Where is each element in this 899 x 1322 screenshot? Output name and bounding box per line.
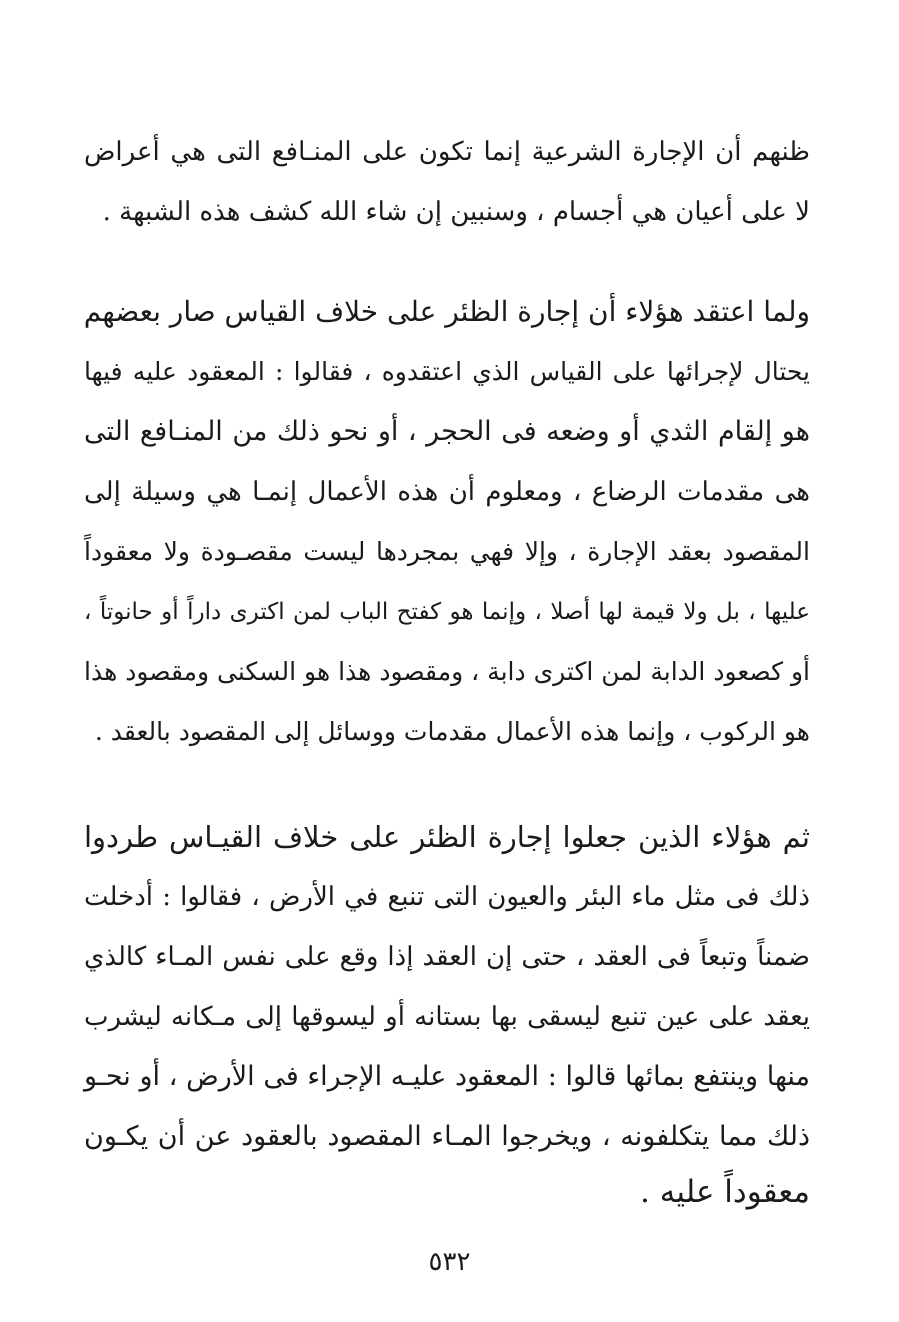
p2-line-3: هو إلقام الثدي أو وضعه فى الحجر ، أو نحو ذلك من المنـافع التى bbox=[84, 416, 810, 447]
p2-line-7: أو كصعود الدابة لمن اكترى دابة ، ومقصود هذا هو السكنى ومقصود هذا bbox=[84, 657, 810, 686]
p2-line-6: عليها ، بل ولا قيمة لها أصلا ، وإنما هو كفتح الباب لمن اكترى داراً أو حانوتاً ، bbox=[84, 599, 810, 625]
p2-line-5: المقصود بعقد الإجارة ، وإلا فهي بمجردها ليست مقصـودة ولا معقوداً bbox=[84, 537, 810, 566]
p3-line-5: منها وينتفع بمائها قالوا : المعقود عليـه الإجراء فى الأرض ، أو نحـو bbox=[84, 1061, 810, 1092]
page-number: ٥٣٢ bbox=[428, 1247, 471, 1277]
p2-line-8: هو الركوب ، وإنما هذه الأعمال مقدمات ووسائل إلى المقصود بالعقد . bbox=[94, 717, 810, 746]
p3-line-1: ثم هؤلاء الذين جعلوا إجارة الظئر على خلاف القيـاس طردوا bbox=[84, 820, 810, 854]
p1-line-1: ظنهم أن الإجارة الشرعية إنما تكون على المنـافع التى هي أعراض bbox=[84, 137, 810, 167]
p3-line-3: ضمناً وتبعاً فى العقد ، حتى إن العقد إذا وقع على نفس المـاء كالذي bbox=[84, 942, 810, 972]
p3-line-2: ذلك فى مثل ماء البئر والعيون التى تنبع في الأرض ، فقالوا : أدخلت bbox=[84, 882, 810, 912]
p3-line-4: يعقد على عين تنبع ليسقى بها بستانه أو ليسوقها إلى مـكانه ليشرب bbox=[84, 1002, 810, 1032]
p1-line-2: لا على أعيان هي أجسام ، وسنبين إن شاء الله كشف هذه الشبهة . bbox=[102, 197, 810, 227]
p3-line-6: ذلك مما يتكلفونه ، ويخرجوا المـاء المقصود بالعقود عن أن يكـون bbox=[84, 1121, 810, 1152]
p3-line-7: معقوداً عليه . bbox=[640, 1174, 810, 1210]
p2-line-2: يحتال لإجرائها على القياس الذي اعتقدوه ، فقالوا : المعقود عليه فيها bbox=[84, 357, 810, 386]
p2-line-1: ولما اعتقد هؤلاء أن إجارة الظئر على خلاف القياس صار بعضهم bbox=[83, 295, 810, 328]
p2-line-4: هى مقدمات الرضاع ، ومعلوم أن هذه الأعمال إنمـا هي وسيلة إلى bbox=[84, 477, 810, 507]
